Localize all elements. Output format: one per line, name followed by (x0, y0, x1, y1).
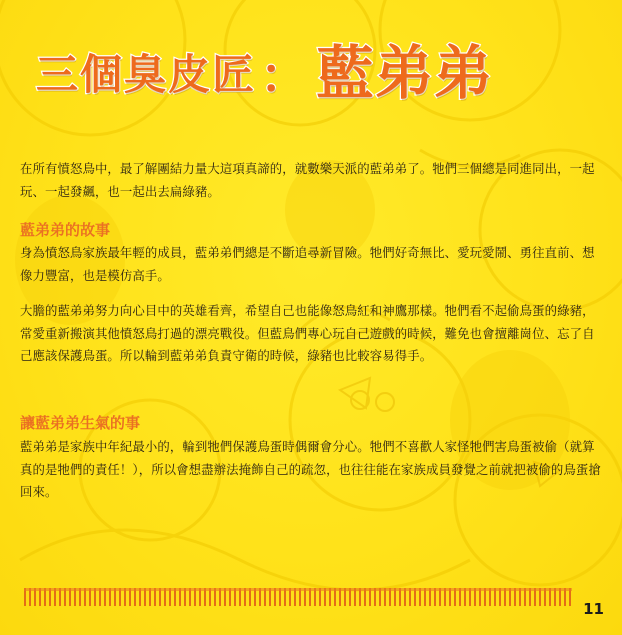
intro-paragraph: 在所有憤怒鳥中，最了解團結力量大這項真諦的，就數樂天派的藍弟弟了。牠們三個總是同進同出，一起玩、一起發飆，也一起出去扁綠豬。 (20, 161, 595, 199)
section-heading-angry: 讓藍弟弟生氣的事 (20, 414, 141, 432)
title-prefix: 三個臭皮匠 (36, 50, 257, 99)
page-number: 11 (583, 600, 604, 618)
title-colon: ： (260, 48, 309, 104)
section-heading-story: 藍弟弟的故事 (20, 221, 111, 239)
story-paragraph-1: 身為憤怒鳥家族最年輕的成員，藍弟弟們總是不斷追尋新冒險。牠們好奇無比、愛玩愛鬧、勇往直前、想像力豐富，也是模仿高手。 (20, 245, 595, 283)
angry-paragraph: 藍弟弟是家族中年紀最小的，輪到牠們保護鳥蛋時偶爾會分心。牠們不喜歡人家怪牠們害鳥蛋被偷（就算真的是牠們的責任！），所以會想盡辦法掩飾自己的疏忽，也往往能在家族成員發覺之前就把被偷的鳥蛋搶回來。 (20, 439, 601, 499)
page-title (36, 40, 493, 106)
story-paragraph-2: 大膽的藍弟弟努力向心目中的英雄看齊，希望自己也能像怒鳥紅和神鷹那樣。牠們看不起偷鳥蛋的綠豬，常愛重新搬演其他憤怒鳥打過的漂亮戰役。但藍鳥們專心玩自己遊戲的時候，難免也會擅離崗位、忘了自己應該保護鳥蛋。所以輪到藍弟弟負責守衛的時候，綠豬也比較容易得手。 (20, 303, 595, 363)
decorative-stripe-divider (24, 588, 572, 606)
title-character-name: 藍弟弟 (316, 39, 494, 107)
